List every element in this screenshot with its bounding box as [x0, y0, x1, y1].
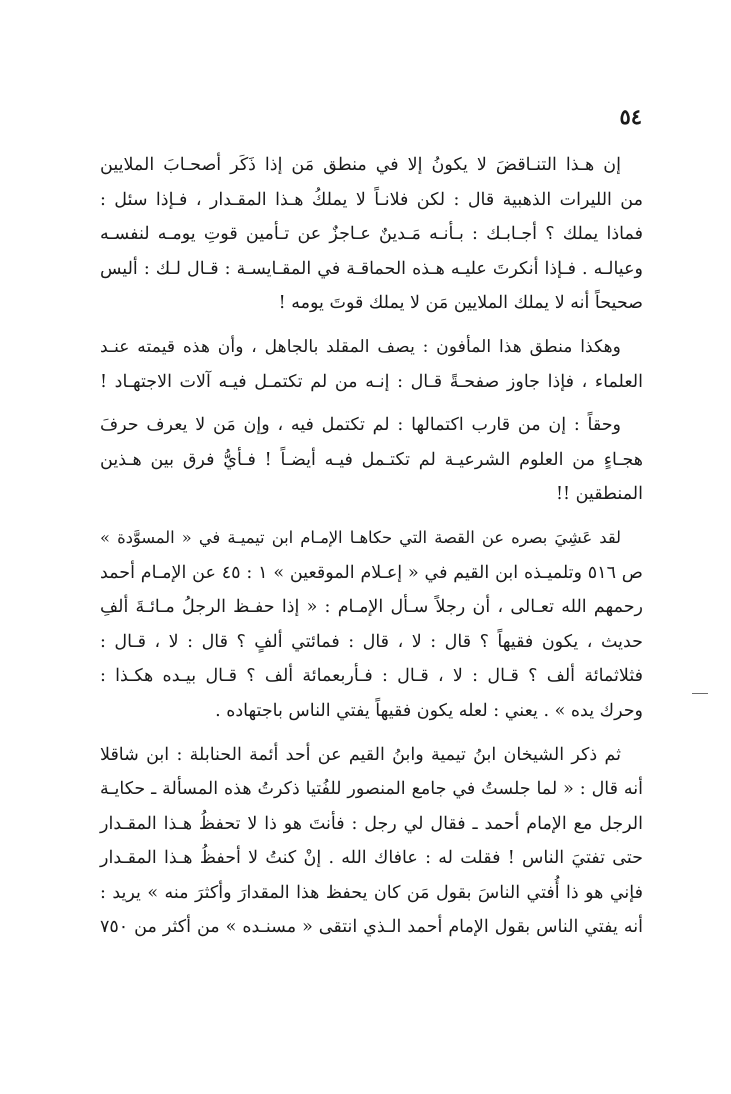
text-line: أنه يفتي الناس بقول الإمام أحمد الـذي انتقى « مسنـده » من أكثر من ٧٥٠ — [100, 917, 643, 938]
text-line: الرجل مع الإمام أحمد ـ فقال لي رجل : فأنتَ هو ذا لا تحفظُ هـذا المقـدار — [100, 813, 643, 834]
text-line: من الليرات الذهبية قال : لكن فلانـاً لا يملكُ هـذا المقـدار ، فـإذا سئل : — [100, 189, 643, 210]
paragraph — [100, 408, 643, 512]
text-line: وعيالـه . فـإذا أنكرتَ عليـه هـذه الحماقـة في المقـايسـة : قـال لـك : أليس — [100, 258, 643, 279]
text-line: العلماء ، فإذا جاوز صفحـةً قـال : إنـه من لم تكتمـل فيـه آلات الاجتهـاد ! — [100, 371, 643, 392]
text-line: حديث ، يكون فقيهاً ؟ قال : لا ، قال : فمائتي ألفٍ ؟ قال : لا ، قـال : — [100, 631, 643, 652]
text-line: حتى تفتيَ الناس ! فقلت له : عافاك الله . إنْ كنتُ لا أحفظُ هـذا المقـدار — [100, 848, 643, 869]
text-line: إن هـذا التنـاقضَ لا يكونُ إلا في منطق مَن إذا ذَكَر أصحـابَ الملايين — [100, 155, 621, 175]
text-line: رحمهم الله تعـالى ، أن رجلاً سـأل الإمـام : « إذا حفـظ الرجلُ مـائـةَ ألفِ — [100, 597, 643, 618]
paragraph — [100, 521, 643, 729]
paragraph — [100, 330, 643, 399]
paragraph — [100, 148, 643, 321]
text-line: وحرك يده » . يعني : لعله يكون فقيهاً يفتي الناس باجتهاده . — [215, 700, 643, 721]
paragraph — [100, 738, 643, 946]
text-line: المنطقين !! — [555, 484, 643, 505]
text-line: صحيحاً أنه لا يملك الملايين مَن لا يملك قوتَ يومه ! — [278, 293, 643, 314]
text-line: ثم ذكر الشيخان ابنُ تيمية وابنُ القيم عن أحد أئمة الحنابلة : ابن شاقلا — [100, 744, 621, 765]
text-line: فثلاثمائة ألف ؟ قـال : لا ، قـال : فـأربعمائة ألف ؟ قـال بيـده هكـذا : — [100, 666, 643, 687]
text-body — [100, 148, 643, 945]
text-line: فإني هو ذا أُفتي الناسَ بقول مَن كان يحفظ هذا المقدارَ وأكثرَ منه » يريد : — [100, 882, 643, 903]
page-number: ٥٤ — [619, 104, 642, 129]
text-line: لقد عَشِيَ بصره عن القصة التي حكاهـا الإمـام ابن تيميـة في « المسوَّدة » — [100, 527, 621, 547]
text-line: وهكذا منطق هذا المأفون : يصف المقلد بالجاهل ، وأن هذه قيمته عنـد — [100, 336, 621, 357]
text-line: ص ٥١٦ وتلميـذه ابن القيم في « إعـلام الموقعين » ١ : ٤٥ عن الإمـام أحمد — [100, 562, 643, 583]
text-line: هجـاءٍ من العلوم الشرعيـة لم تكتـمل فيـه أيضـاً ! فـأيُّ فرق بين هـذين — [100, 449, 643, 470]
text-line: وحقاً : إن من قارب اكتمالها : لم تكتمل فيه ، وإن مَن لا يعرف حرفَ — [100, 415, 621, 436]
text-line: فماذا يملك ؟ أجـابـك : بـأنـه مَـدينٌ عـاجزٌ عن تـأمين قوتِ يومـه لنفسـه — [100, 224, 643, 245]
text-line: أنه قال : « لما جلستُ في جامع المنصور للفُتيا ذكرتُ هذه المسألة ـ حكايـة — [100, 779, 643, 800]
margin-mark — [692, 693, 708, 694]
